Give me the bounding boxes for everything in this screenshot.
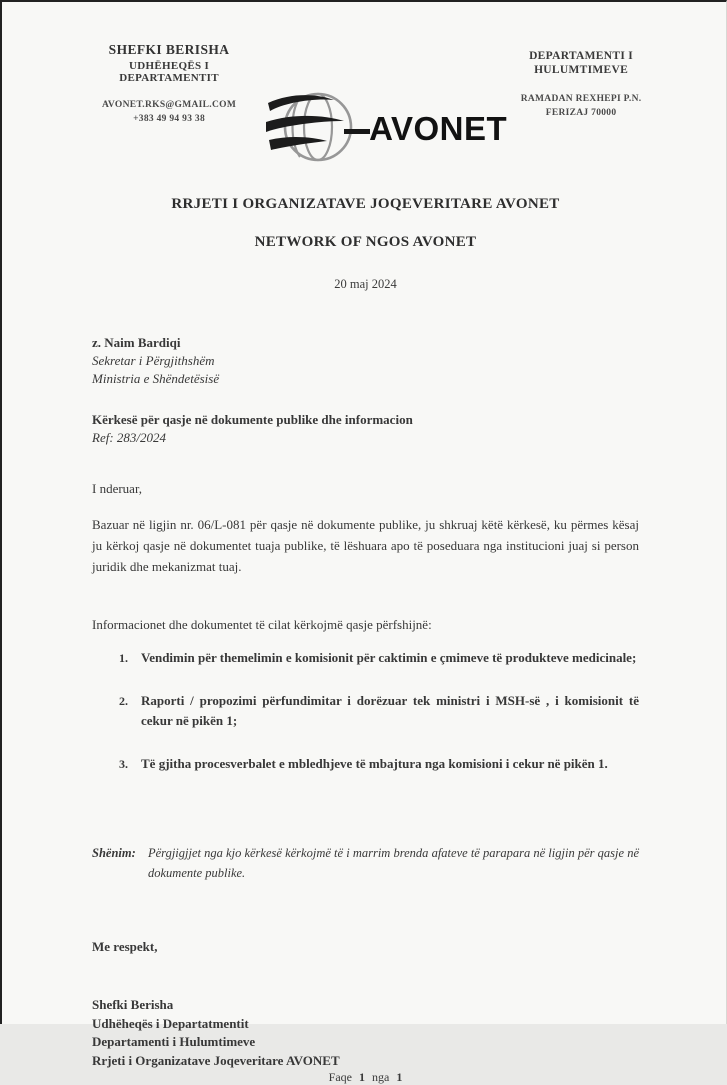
signature-name: Shefki Berisha — [92, 997, 174, 1013]
letterhead — [92, 42, 642, 168]
department-line1: DEPARTAMENTI I — [529, 50, 634, 62]
note-label: Shënim: — [92, 846, 136, 861]
recipient-name: z. Naim Bardiqi — [92, 335, 181, 350]
request-list — [92, 648, 639, 798]
sender-title: UDHËHEQËS I DEPARTAMENTIT — [119, 60, 219, 84]
signature-title: Udhëheqës i Departatmentit — [92, 1015, 249, 1031]
page-footer — [92, 1070, 639, 1085]
list-item-number: 3. — [119, 757, 128, 772]
footer-total-pages: 1 — [396, 1070, 403, 1085]
recipient-organization: Ministria e Shëndetësisë — [92, 370, 220, 386]
footer-label: Faqe — [328, 1070, 352, 1085]
list-item-text: Të gjitha procesverbalet e mbledhjeve të mbajtura nga komisioni i cekur në pikën 1. — [141, 756, 608, 772]
footer-page-number: 1 — [359, 1070, 365, 1085]
list-item-text: Vendimin për themelimin e komisionit për caktimin e çmimeve të produkteve medicinale; — [141, 649, 637, 665]
signature-department: Departamenti i Hulumtimeve — [92, 1034, 256, 1050]
note-text: Përgjigjjet nga kjo kërkesë kërkojmë të i marrim brenda afateve të parapara në ligjin për qasje në dokumente publike. — [148, 846, 639, 881]
subject-reference: Ref: 283/2024 — [92, 429, 167, 445]
salutation: I nderuar, — [92, 480, 143, 496]
logo-wordmark: AVONET — [369, 109, 508, 148]
sender-contact — [78, 98, 260, 127]
sender-email: AVONET.RKS@GMAIL.COM — [101, 100, 237, 110]
address-line2: FERIZAJ 70000 — [545, 108, 617, 119]
footer-of: nga — [372, 1070, 390, 1085]
sender-name: SHEFKI BERISHA — [108, 42, 230, 57]
recipient-block — [92, 334, 639, 388]
note-block — [92, 843, 639, 883]
logo-dash — [344, 129, 370, 134]
subject-block — [92, 411, 639, 447]
recipient-role: Sekretar i Përgjithshëm — [92, 352, 215, 368]
signature-block — [92, 996, 639, 1070]
list-item-number: 2. — [119, 693, 128, 708]
department-address — [507, 92, 655, 121]
globe-icon — [266, 86, 358, 168]
list-item — [92, 648, 639, 668]
list-item — [92, 754, 639, 774]
list-item-number: 1. — [119, 650, 128, 665]
sender-phone: +383 49 94 93 38 — [133, 114, 206, 125]
letter-date: 20 maj 2024 — [334, 277, 397, 291]
department-line2: HULUMTIMEVE — [534, 64, 629, 76]
signature-organization: Rrjeti i Organizatave Joqeveritare AVONET — [92, 1052, 340, 1068]
body-paragraph-1: Bazuar në ligjin nr. 06/L-081 për qasje në dokumente publike, ju shkruaj këtë kërkesë, ku përmes kësaj ju kërkoj qasje në dokumentet tuaja publike, të lëshuara apo të poseduara nga institucioni juaj si person juridik dhe mekanizmat tuaj. — [92, 516, 639, 574]
closing-salutation: Me respekt, — [92, 939, 158, 955]
list-item-text: Raporti / propozimi përfundimitar i dorëzuar tek ministri i MSH-së , i komisionit të cekur në pikën 1; — [141, 692, 639, 729]
avonet-logo — [266, 86, 507, 168]
organization-title-sq: RRJETI I ORGANIZATAVE JOQEVERITARE AVONET — [171, 196, 560, 212]
address-line1: RAMADAN REXHEPI P.N. — [520, 94, 642, 104]
subject-title: Kërkesë për qasje në dokumente publike dhe informacion — [92, 411, 413, 427]
list-intro: Informacionet dhe dokumentet të cilat kërkojmë qasje përfshijnë: — [92, 616, 432, 632]
letterhead-sender-block — [78, 42, 260, 127]
letterhead-department-block — [507, 48, 655, 121]
organization-title-en: NETWORK OF NGOS AVONET — [254, 234, 477, 250]
list-item — [92, 691, 639, 731]
